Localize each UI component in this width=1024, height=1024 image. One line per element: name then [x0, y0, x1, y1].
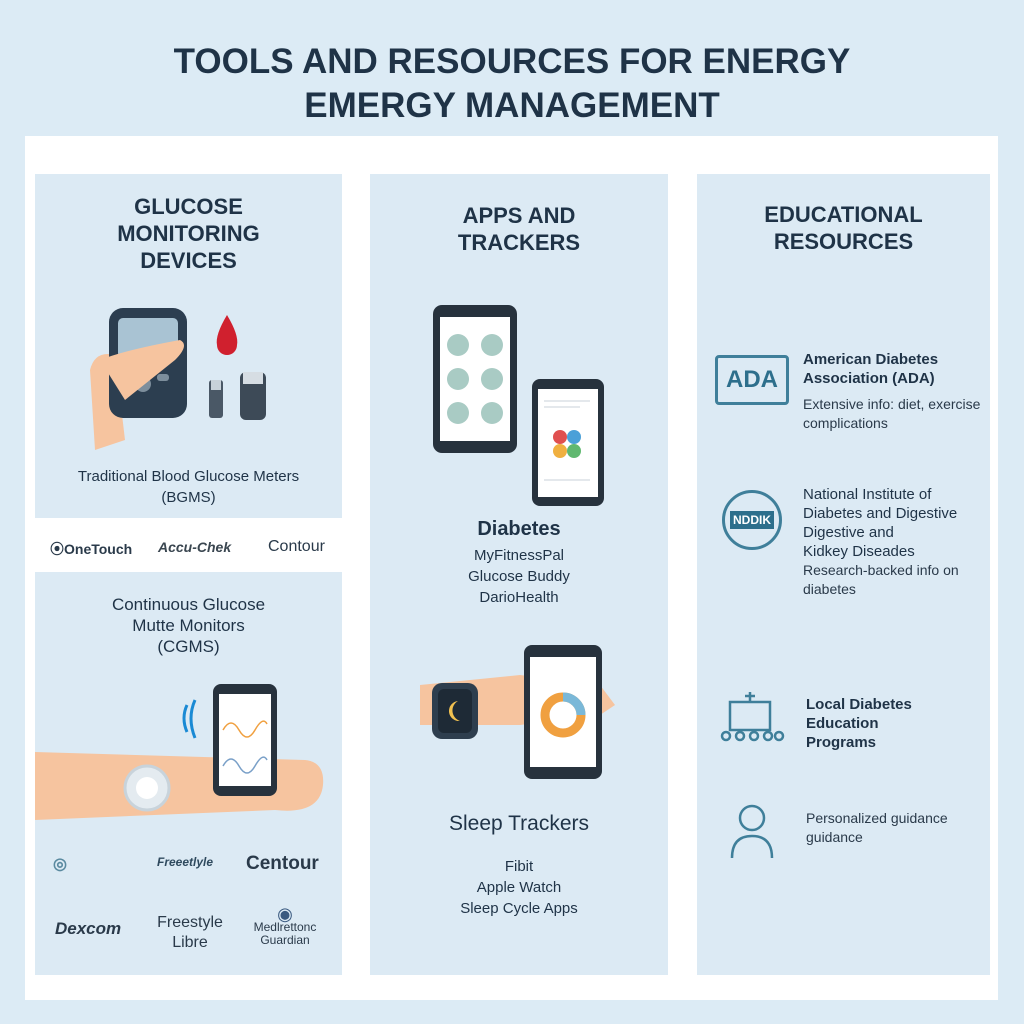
person-guidance-icon: [728, 800, 776, 860]
cgm-heading: Continuous Glucose Mutte Monitors (CGMS): [111, 595, 266, 656]
local-programs-title: Local Diabetes Education Programs: [806, 696, 912, 751]
diabetes-apps-heading: Diabetes: [477, 518, 561, 540]
diabetes-apps-list: MyFitnessPal Glucose Buddy DarioHealth: [468, 547, 570, 606]
cgm-arm-phone-icon: [35, 680, 342, 830]
brand-centour: Centour: [246, 853, 319, 874]
brand-onetouch: ⦿OneTouch: [50, 541, 133, 557]
brand-accu-chek: Accu-Chek: [158, 539, 232, 555]
page-title: TOOLS AND RESOURCES FOR ENERGY EMERGY MANAGEMENT: [173, 42, 851, 125]
sleep-trackers-heading: Sleep Trackers: [448, 812, 590, 835]
ada-desc: Extensive info: diet, exercise complications: [803, 396, 981, 431]
apps-heading: APPS AND TRACKERS: [457, 203, 581, 255]
community-building-icon: [716, 690, 786, 748]
bgm-label: Traditional Blood Glucose Meters (BGMS): [77, 468, 300, 506]
glucose-meter-icon: [85, 300, 285, 455]
education-heading: EDUCATIONAL RESOURCES: [764, 202, 923, 254]
ada-book-icon: ADA: [715, 355, 789, 405]
personalized-guidance-desc: Personalized guidance guidance: [806, 810, 948, 845]
glucose-heading: GLUCOSE MONITORING DEVICES: [117, 194, 260, 273]
nddik-desc: Research-backed info on diabetes: [803, 562, 959, 597]
brand-freeetlyle: Freeetlyle: [157, 855, 214, 869]
nddik-brain-icon: NDDIK: [722, 490, 782, 550]
brand-freestyle-libre: Freestyle Libre: [157, 914, 223, 951]
nddik-title: National Institute of Diabetes and Digestive Digestive and Kidkey Diseades: [803, 486, 958, 560]
phone-apps-icon: [430, 305, 610, 510]
brand-medtronic-guardian: ◉ Medlrettonc Guardian: [253, 904, 317, 947]
sleep-apps-list: Fibit Apple Watch Sleep Cycle Apps: [460, 858, 578, 917]
ada-title: American Diabetes Association (ADA): [803, 351, 939, 387]
brand-dexcom: Dexcom: [55, 919, 122, 938]
sleep-tracker-icon: [420, 645, 620, 780]
brand-blurred-logo: ◎: [53, 856, 67, 873]
brand-contour: Contour: [268, 538, 325, 555]
